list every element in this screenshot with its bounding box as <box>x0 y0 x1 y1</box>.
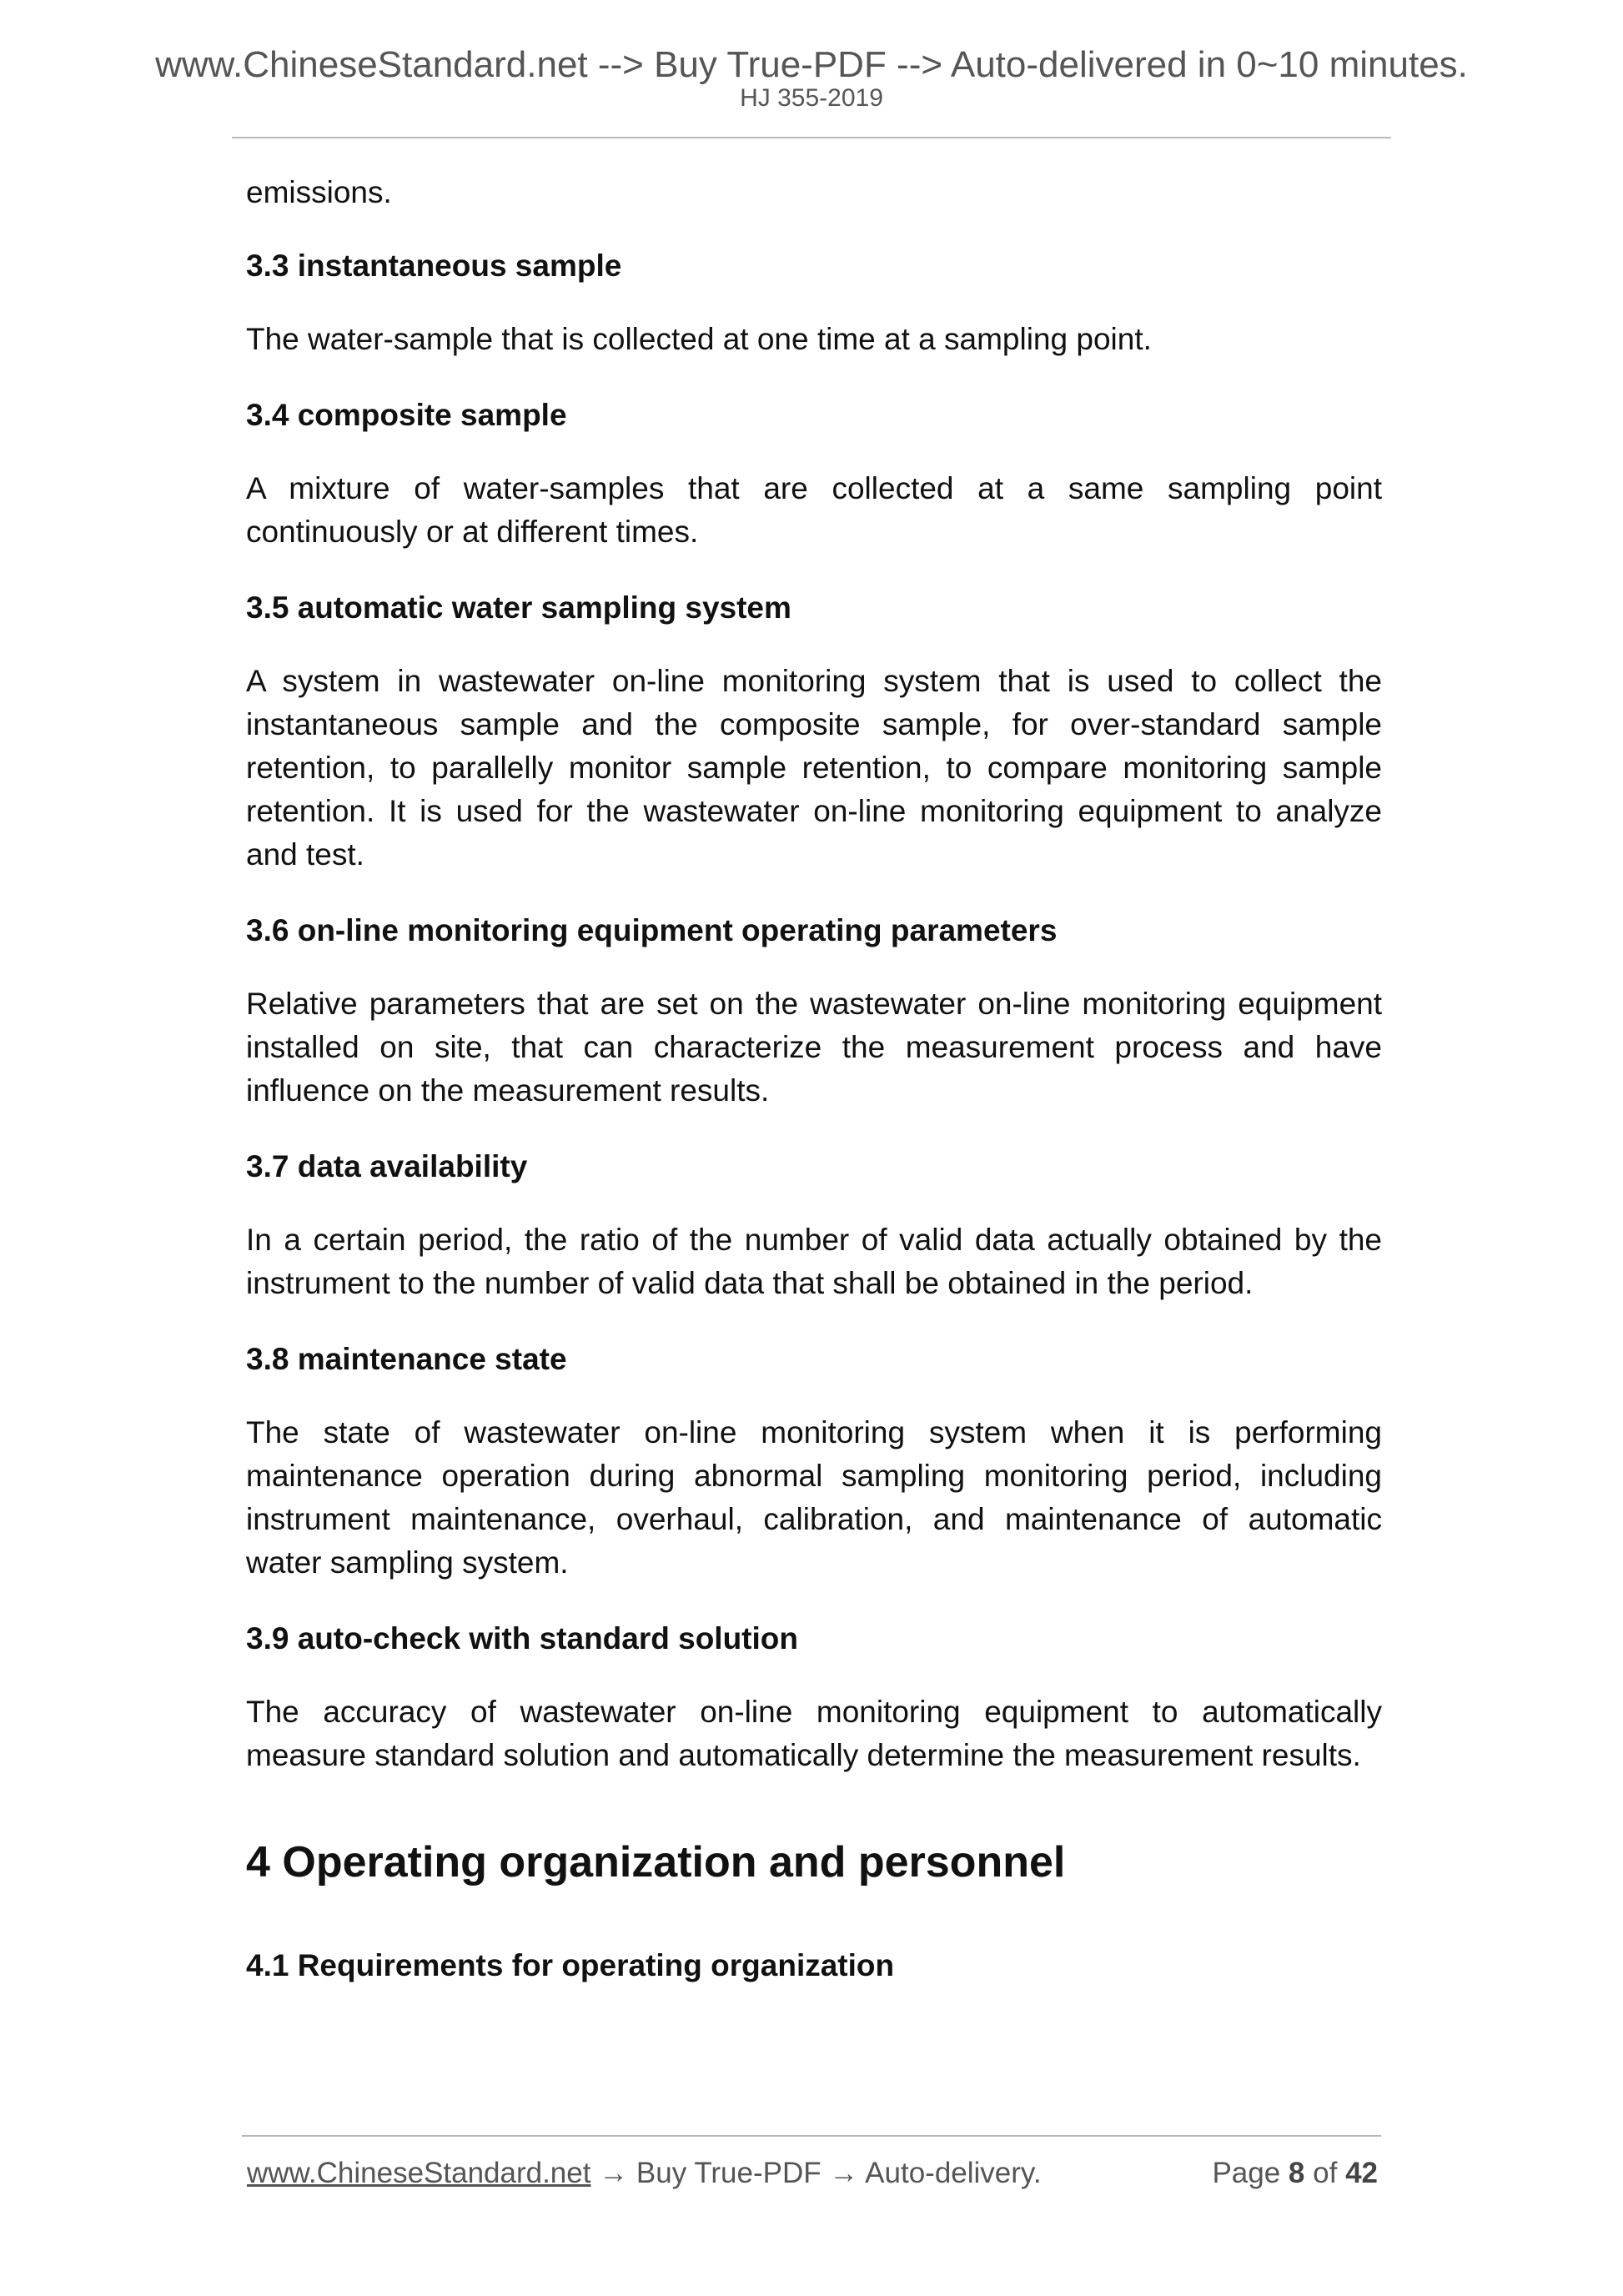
definition-3-5: A system in wastewater on-line monitoring system that is used to collect the instantaneous sample and the composite sample, for over-standard sample retention, to parallelly monitor sample retention, to compare monitoring sample retention. It is used for the wastewater on-line monitoring equipment to analyze and test. <box>246 664 1382 872</box>
definition-3-7: In a certain period, the ratio of the number of valid data actually obtained by the instrument to the number of valid data that shall be obtained in the period. <box>246 1223 1382 1300</box>
definition-3-3: The water-sample that is collected at one time at a sampling point. <box>246 322 1152 356</box>
subsection-4-1-heading: 4.1 Requirements for operating organization <box>246 1948 895 1982</box>
top-banner: www.ChineseStandard.net --> Buy True-PDF --> Auto-delivered in 0~10 minutes. <box>155 44 1468 85</box>
footer-divider <box>242 2135 1381 2137</box>
of-label: of <box>1313 2157 1338 2189</box>
total-pages: 42 <box>1345 2157 1378 2189</box>
footer-tail-text: → Buy True-PDF → Auto-delivery. <box>590 2157 1042 2189</box>
term-3-7: 3.7 data availability <box>246 1149 528 1183</box>
continuation-text: emissions. <box>246 175 392 209</box>
term-3-3: 3.3 instantaneous sample <box>246 249 622 283</box>
definition-3-4: A mixture of water-samples that are collected at a same sampling point continuously or at different times. <box>246 471 1382 549</box>
term-3-6: 3.6 on-line monitoring equipment operating parameters <box>246 913 1058 947</box>
term-3-8: 3.8 maintenance state <box>246 1342 567 1376</box>
header-divider <box>232 137 1391 138</box>
page-indicator <box>1212 2155 1378 2192</box>
term-3-5: 3.5 automatic water sampling system <box>246 590 791 625</box>
definition-3-9: The accuracy of wastewater on-line monitoring equipment to automatically measure standard solution and automatically determine the measurement results. <box>246 1695 1382 1772</box>
term-3-4: 3.4 composite sample <box>246 398 567 432</box>
footer-site-link[interactable]: www.ChineseStandard.net <box>247 2157 591 2189</box>
page-number: 8 <box>1288 2157 1305 2189</box>
definition-3-8: The state of wastewater on-line monitoring system when it is performing maintenance operation during abnormal sampling monitoring period, including instrument maintenance, overhaul, calibration, and maintenance of automatic water sampling system. <box>246 1415 1382 1580</box>
page-label: Page <box>1212 2157 1281 2189</box>
section-4-heading: 4 Operating organization and personnel <box>246 1838 1066 1887</box>
standard-code: HJ 355-2019 <box>740 84 883 112</box>
definition-3-6: Relative parameters that are set on the wastewater on-line monitoring equipment installed on site, that can characterize the measurement process and have influence on the measurement results. <box>246 987 1382 1108</box>
term-3-9: 3.9 auto-check with standard solution <box>246 1621 798 1655</box>
footer-purchase-text <box>247 2155 1042 2192</box>
page-content <box>246 171 1382 2017</box>
